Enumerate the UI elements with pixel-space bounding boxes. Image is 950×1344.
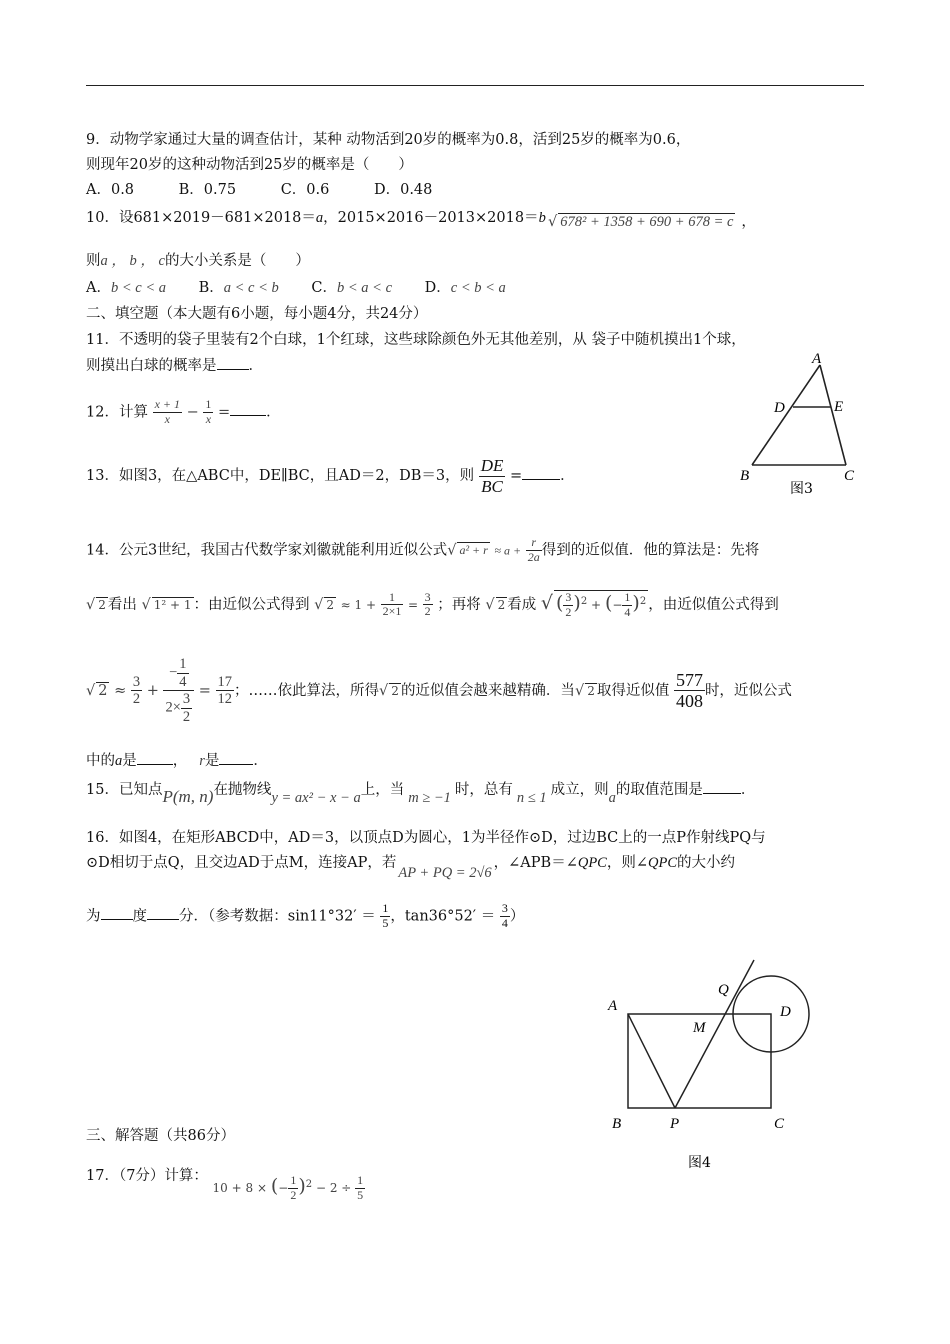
q13-prefix: 13．如图3，在△ABC中，DE∥BC，且AD＝2，DB＝3，则 (86, 468, 475, 485)
q14-l3-frac1: $\frac{3}{2}$ (132, 673, 141, 708)
q10-line2-pre: 则 (86, 253, 101, 269)
q14-l2-t4: 看成 (507, 596, 537, 613)
fig4-label-c: C (774, 1116, 785, 1132)
q11-line2 (86, 354, 263, 375)
q12-minus: − (186, 404, 199, 421)
q10-option-c: C．b < a < c (311, 280, 393, 296)
q16-qpc2: QPC (648, 855, 677, 871)
q14-l3-t4: 时，近似公式 (704, 682, 792, 699)
q13-end: ． (560, 468, 575, 485)
q14-l4-mid: 是 (122, 753, 137, 769)
q13-eq: = (509, 468, 523, 485)
q14-l2-frac1: $\frac{1}{2\times 1}$ (382, 589, 402, 619)
q10-options (86, 276, 534, 297)
fig3-label-e: E (834, 399, 844, 415)
q14-l1-approx: ≈ a + (494, 543, 522, 558)
q16-line1: 16．如图4，在矩形ABCD中，AD＝3，以顶点D为圆心，1为半径作⊙D，过边BC上的一点P作射线PQ与 (86, 830, 766, 846)
q10-sqrt-expr: 678² + 1358 + 690 + 678 = c (560, 214, 734, 230)
q12-prefix: 12．计算 (86, 404, 148, 421)
q13-line (86, 456, 575, 496)
q14-l4-end: ． (253, 753, 268, 769)
q16-line2-post: ，∠APB＝∠ (493, 855, 578, 871)
q10-var-b: b (538, 210, 546, 226)
section-3-heading: 三、解答题（共86分） (86, 1128, 235, 1144)
q14-l3-eq: = (198, 682, 211, 699)
q15-var: a (608, 790, 616, 806)
fig4-line-ap (628, 1014, 675, 1108)
q14-line2: √ 2 看出 √ 1² + 1 ：由近似公式得到 √ 2 ≈ 1 + $\frac{1}{2\times 1}$ = $\frac{3}{2}$ ；再将 √ 2 看成 √ ( $\frac{3}{2}$ )$^2$ + (− $\frac{1}{4}$ )$^2$ ，由近似值公式得到 (86, 589, 779, 619)
q14-l3-t1: ；……依此算法，所得 (234, 682, 380, 699)
fig4-label-p: P (670, 1116, 680, 1132)
q12-blank (230, 403, 266, 416)
q9-line1: 9．动物学家通过大量的调查估计，某种 动物活到20岁的概率为0.8，活到25岁的概率为0.6， (86, 132, 691, 148)
q16-frac1: $\frac{1}{5}$ (382, 901, 389, 930)
q10-sqrt: √ 678² + 1358 + 690 + 678 = c ， (548, 214, 756, 230)
fig3-label-d: D (774, 400, 785, 416)
q14-line1: 14．公元3世纪，我国古代数学家刘徽就能利用近似公式√ a² + r ≈ a + $\frac{r}{2a}$ 得到的近似值．他的算法是：先将 (86, 535, 760, 564)
q14-l2-frac2: $\frac{3}{2}$ (424, 589, 431, 619)
q17-expr: 10 + 8 × (− 1 2 )2 − 2 ÷ 1 5 (212, 1173, 364, 1202)
q16-line3-mid: 度 (132, 908, 147, 925)
q14-l2-big-frac1: $\frac{3}{2}$ (565, 590, 572, 619)
q14-l1-pre: 14．公元3世纪，我国古代数学家刘徽就能利用近似公式 (86, 542, 448, 559)
q14-l3-sqrt2b: 2 (391, 683, 399, 698)
q9-option-b: B．0.75 (178, 182, 237, 198)
fig4-label-q: Q (718, 982, 729, 998)
q16-line3-tan: ，tan36°52′ ＝ (390, 908, 496, 925)
q16-line2-post2: ，则∠ (606, 855, 648, 871)
fig3-caption: 图3 (790, 481, 813, 497)
fig3-line-ab (752, 365, 820, 465)
q14-l2-sqrt2b: 2 (326, 597, 335, 612)
q14-l3-plus: + (146, 682, 159, 699)
q14-l4-r: r (199, 753, 205, 769)
fig4-label-b: B (612, 1116, 622, 1132)
q9-options (86, 178, 460, 199)
q15-t5: 的取值范围是 (615, 782, 703, 798)
q10-line1 (86, 206, 546, 227)
q14-l2-t3: ；再将 (437, 596, 481, 613)
q10-line2 (86, 249, 310, 270)
q11-line2-text: 则摸出白球的概率是 (86, 358, 217, 374)
q14-blank-a (137, 752, 173, 765)
q10-tail: ， (741, 214, 756, 230)
q16-line3-end: ） (509, 908, 525, 925)
q15-end: ． (740, 782, 756, 798)
q17-pre: 17．（7分）计算： (86, 1167, 208, 1184)
q14-l1-post: 得到的近似值．他的算法是：先将 (541, 542, 760, 559)
q14-l3-frac-result: $\frac{17}{12}$ (217, 673, 233, 708)
fig3-label-c: C (844, 468, 855, 484)
q15-t4: 成立，则 (550, 782, 609, 798)
q15-line (86, 778, 756, 806)
q15-t2: 上，当 (360, 782, 405, 798)
q16-line2-end: 的大小约 (677, 855, 735, 871)
q14-l2-sqrt3: 1² + 1 (153, 597, 192, 612)
q10-option-b: B．a < c < b (198, 280, 279, 296)
q15-t3: 时，总有 (454, 782, 513, 798)
q16-line2-expr: AP + PQ = 2√6 (398, 865, 492, 881)
q14-l3-frac-577: $\frac{577}{408}$ (675, 669, 703, 712)
q12-line (86, 398, 281, 427)
fig4-label-d: D (780, 1004, 791, 1020)
q10-option-d: D．c < b < a (424, 280, 506, 296)
fig4-label-m: M (693, 1020, 706, 1036)
q10-var-a: a (315, 210, 324, 226)
q14-l2-approx: ≈ 1 + (340, 597, 376, 612)
header-rule (86, 85, 864, 86)
q14-line3: √ 2 ≈ $\frac{3}{2}$ + − $\frac{1}{4}$ 2× $\frac{3}{2}$ = $\frac{17}{12}$ ；……依此算法，所得√ 2 的近似值会越来越精确．当√ 2 取得近似值 $\frac{577}{408}$ 时，近似公式 (86, 656, 792, 726)
q12-eq: = (217, 404, 231, 421)
q12-frac1: $\frac{x + 1}{x}$ (154, 397, 180, 426)
q17-line (86, 1162, 365, 1202)
q14-l1-sqrt: a² + r (459, 543, 488, 558)
q14-l1-frac: $\frac{r}{2a}$ (527, 535, 540, 564)
q15-pre: 15．已知点 (86, 782, 163, 798)
fig4-label-a: A (608, 998, 618, 1014)
figure-3 (730, 345, 870, 505)
q14-l2-big-frac2: $\frac{1}{4}$ (624, 590, 631, 619)
q9-option-a: A．0.8 (86, 182, 135, 198)
q14-l2-big-sqrt: ( $\frac{3}{2}$ )$^2$ + (− $\frac{1}{4}$ )$^2$ (556, 590, 647, 619)
q15-cond1: m ≥ −1 (408, 790, 451, 806)
q16-line3 (86, 902, 524, 931)
q13-frac: $\frac{DE}{BC}$ (480, 456, 504, 496)
section-2-heading: 二、填空题（本大题有6小题，每小题4分，共24分） (86, 306, 428, 322)
q16-blank-min (147, 907, 179, 920)
q14-l3-t3: 取得近似值 (596, 682, 670, 699)
q16-line3-mid2: 分．（参考数据：sin11°32′ ＝ (179, 908, 376, 925)
q12-frac2: $\frac{1}{x}$ (205, 397, 212, 426)
q10-line2-post: 的大小关系是（ ） (164, 253, 310, 269)
q14-blank-r (219, 752, 253, 765)
q14-l2-eq: = (408, 597, 419, 612)
q14-l3-t2: 的近似值会越来越精确．当 (400, 682, 575, 699)
q11-end: ． (248, 358, 263, 374)
q15-t1: 在抛物线 (213, 782, 272, 798)
q14-l2-t2: ：由近似公式得到 (193, 596, 310, 613)
q14-l2-sqrt2: 2 (98, 597, 106, 612)
q14-l4-mid2: 是 (204, 753, 220, 769)
q14-l4-a: a (115, 753, 123, 769)
q11-line1: 11．不透明的袋子里装有2个白球，1个红球，这些球除颜色外无其他差别，从 袋子中随机摸出1个球， (86, 332, 746, 348)
q10-option-a: A．b < c < a (86, 280, 166, 296)
q16-qpc1: QPC (577, 855, 607, 871)
q16-line2 (86, 851, 735, 881)
figure-4 (600, 950, 830, 1175)
q12-end: ． (266, 404, 281, 421)
fig3-label-a: A (812, 351, 822, 367)
q13-blank (522, 467, 560, 480)
q9-line2: 则现年20岁的这种动物活到25岁的概率是（ ） (86, 157, 413, 173)
q16-blank-deg (101, 907, 133, 920)
q14-l4-pre: 中的 (86, 753, 115, 769)
q14-l3-sqrt2c: 2 (587, 683, 595, 698)
fig4-ray-pq (675, 960, 754, 1108)
q16-line3-pre: 为 (86, 908, 101, 925)
q14-l2-t5: ，由近似值公式得到 (648, 596, 779, 613)
q14-l3-complex-frac: − $\frac{1}{4}$ 2× $\frac{3}{2}$ (163, 656, 194, 726)
q10-prefix: 10．设681×2019－681×2018＝ (86, 210, 316, 226)
q10-mid: ，2015×2016－2013×2018＝ (323, 210, 539, 226)
q16-frac2: $\frac{3}{4}$ (501, 901, 508, 930)
q15-parabola: y = ax² − x − a (271, 790, 361, 806)
q11-blank (217, 357, 249, 370)
q14-l3-sqrt2: 2 (98, 682, 108, 699)
fig3-label-b: B (740, 468, 750, 484)
q14-l2-sqrt2c: 2 (497, 597, 506, 612)
q10-line2-vars: a ， b ， c (100, 253, 165, 269)
q16-line2-pre: ⊙D相切于点Q，且交边AD于点M，连接AP，若 (86, 855, 397, 871)
q14-line4: 中的a是 ， r是 ． (86, 753, 268, 769)
q14-l3-approx: ≈ (114, 682, 127, 699)
q14-l2-t1: 看出 (107, 596, 137, 613)
fig4-caption: 图4 (688, 1155, 711, 1171)
q9-option-c: C．0.6 (280, 182, 330, 198)
q15-cond2: n ≤ 1 (516, 790, 547, 806)
fig3-line-ac (820, 365, 846, 465)
q15-blank (703, 781, 741, 794)
q9-option-d: D．0.48 (373, 182, 433, 198)
q15-point: P(m, n) (162, 787, 214, 806)
